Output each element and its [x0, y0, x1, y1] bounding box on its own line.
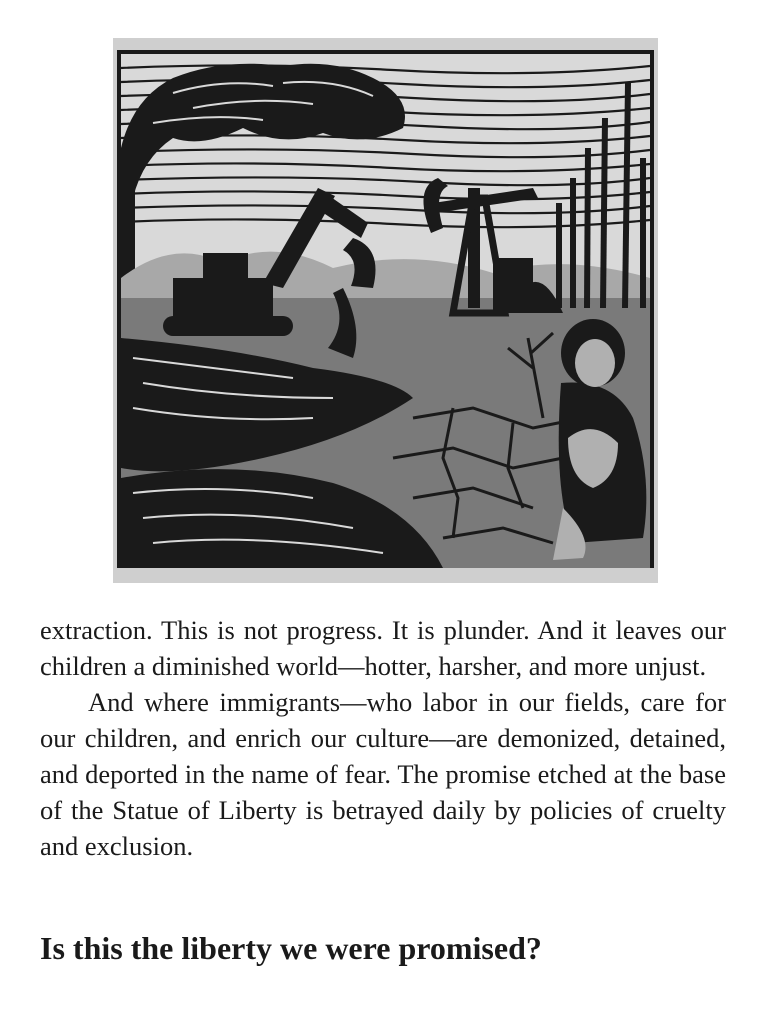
section-heading: Is this the liberty we were promised?: [40, 930, 542, 966]
woodcut-illustration: [113, 38, 658, 583]
body-text: [40, 612, 726, 864]
paragraph-1: extraction. This is not progress. It is plunder. And it leaves our children a diminished world—hotter, harsher, and more unjust.: [40, 615, 726, 681]
paragraph-2: And where immigrants—who labor in our fields, care for our children, and enrich our culture—are demonized, detained, and deported in the name of fear. The promise etched at the base of the Statue of Liberty is betrayed daily by policies of cruelty and exclusion.: [40, 687, 726, 861]
